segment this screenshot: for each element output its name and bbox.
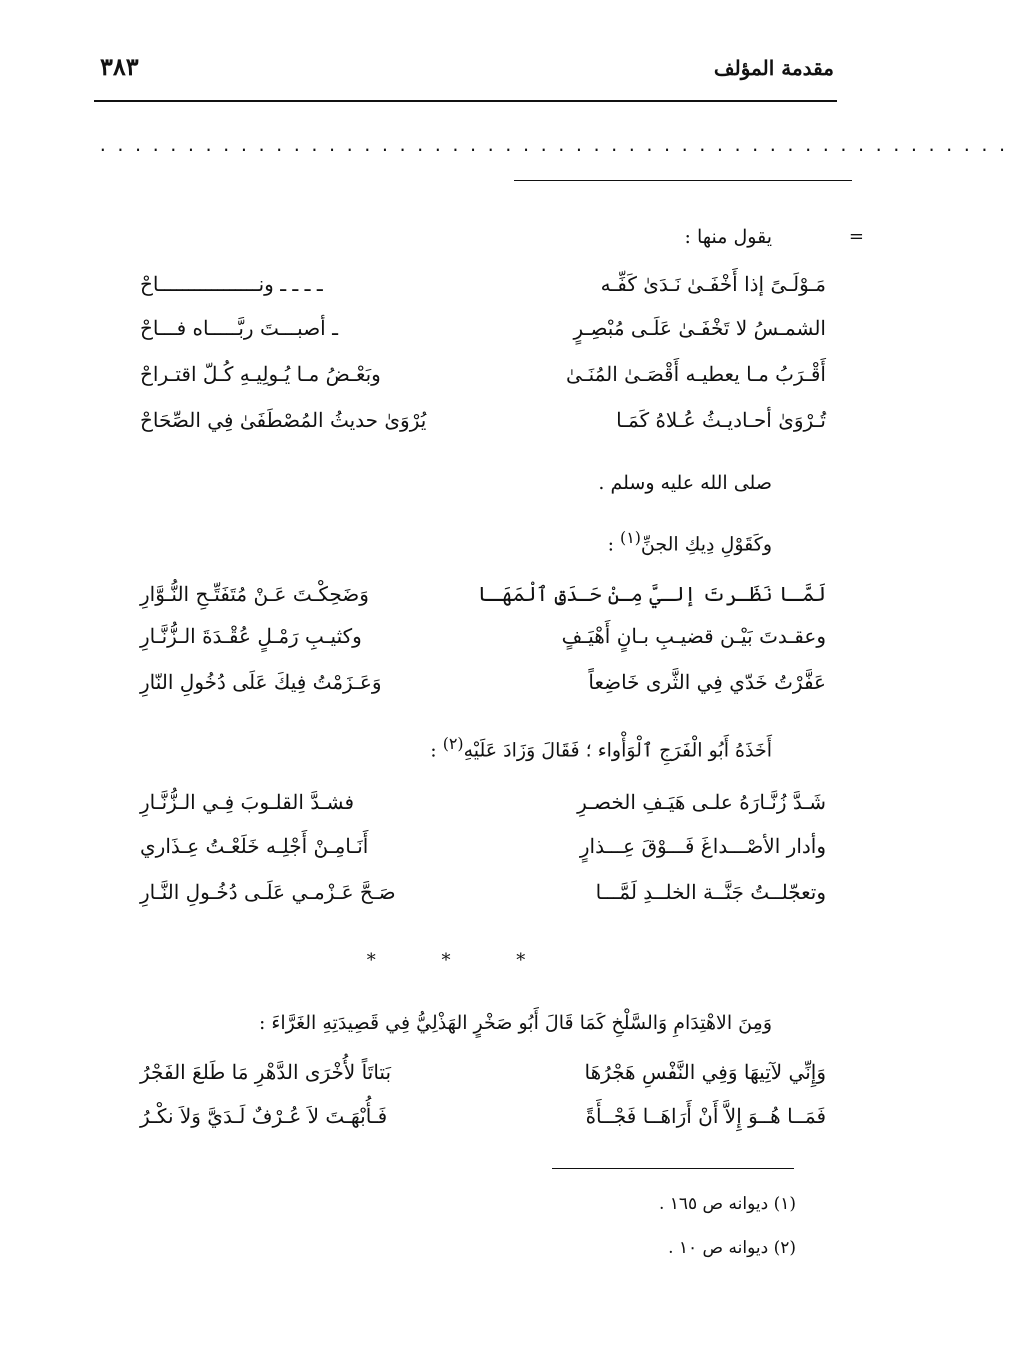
verse-first-hemistich: وَإِنِّي لآتِيهَا وَفِي النَّفْسِ هَجْرُهَا <box>584 1060 826 1084</box>
verse-line <box>140 362 826 406</box>
intro-text-4: وَمِنَ الاهْتِدَامِ وَالسَّلْخِ كَمَا قَالَ أَبُو صَخْرٍ الهَذْلِيُّ فِي قَصِيدَتِهِ الغَرَّاءَ : <box>258 1012 772 1034</box>
verse-line <box>140 880 826 924</box>
verse-line <box>140 670 826 714</box>
verse-line <box>140 582 826 626</box>
verse-second-hemistich: فشـدَّ القلـوبَ فِـي الـزُّنَّـارِ <box>140 790 355 814</box>
intro-text-2 <box>608 528 772 555</box>
continuation-rule <box>514 180 852 181</box>
verse-first-hemistich: فَمَــا هُــوَ إِلاَّ أَنْ أَرَاهَــا فَجْــأَةً <box>585 1104 826 1128</box>
verse-line <box>140 834 826 878</box>
verse-second-hemistich: ـ أصبـــتَ ربَّـــــاه فـــاحْ <box>140 316 338 340</box>
page-number: ٣٨٣ <box>100 52 139 81</box>
verse-second-hemistich: يُرْوَىٰ حديثُ المُصْطَفَىٰ فِي الصِّحَاحْ <box>140 408 427 432</box>
blessing-text: صلى الله عليه وسلم . <box>598 472 772 494</box>
verse-line <box>140 624 826 668</box>
footnote-ref-2: (٢) <box>442 734 464 753</box>
verse-line <box>140 1104 826 1148</box>
header-rule <box>94 100 837 102</box>
footnote-1: (١) ديوانه ص ١٦٥ . <box>658 1194 796 1214</box>
intro-text-2-body: وكَقَوْلِ دِيكِ الجنِّ <box>640 533 772 556</box>
footnote-2: (٢) ديوانه ص ١٠ . <box>668 1238 796 1258</box>
verse-first-hemistich: أَقْـرَبُ مـا يعطيـه أَقْصَـىٰ المُنَـىٰ <box>566 362 826 386</box>
footnote-rule <box>552 1168 794 1169</box>
ellipsis-line: .................................................... <box>98 136 1015 155</box>
verse-line <box>140 408 826 452</box>
verse-line <box>140 1060 826 1104</box>
verse-second-hemistich: وَعَـزَمْتُ فِيكَ عَلَى دُخُولِ النّارِ <box>140 670 382 694</box>
intro-text-2-tail: : <box>607 533 621 556</box>
verse-first-hemistich: وأدار الأصْـــداغَ فَـــوْقَ عِـــذارٍ <box>579 834 826 858</box>
verse-first-hemistich: تُـرْوَىٰ أحـاديـثُ عُـلاهُ كَمَـا <box>616 408 826 432</box>
intro-text-3 <box>430 734 772 761</box>
intro-text-1: يقول منها : <box>684 226 772 248</box>
verse-second-hemistich: وبَعْـضُ مـا يُـولِيـهِ كُـلّ اقتـراحْ <box>140 362 381 386</box>
verse-line <box>140 790 826 834</box>
verse-second-hemistich: أَنَـامِـنْ أَجْلِـه خَلَعْـتُ عِـذَاري <box>140 834 369 858</box>
verse-first-hemistich: شَـدَّ زُنَّـارَهُ علـى هَيَـفِ الخصـرِ <box>577 790 826 814</box>
footnote-ref-1: (١) <box>620 528 641 547</box>
running-header-title: مقدمة المؤلف <box>713 56 834 80</box>
verse-first-hemistich: مَـوْلَـىً إذا أَخْفَـىٰ نَـدَىٰ كَفِّـه <box>600 272 826 296</box>
continuation-mark: = <box>848 226 864 247</box>
verse-line <box>140 316 826 360</box>
verse-line <box>140 272 826 316</box>
intro-text-3-tail: : <box>430 739 443 762</box>
intro-text-3-body: أَخَذَهُ أَبُو الْفَرَجِ ٱلْوَأْواء ؛ فَقَالَ وَزَادَ عَلَيْهِ <box>463 739 772 762</box>
section-separator: * * * <box>366 950 556 971</box>
verse-first-hemistich: لَمَّـا نَظَـرتَ إلـيَّ مِـنْ حَـدَقِ ٱلْمَهَـا <box>477 582 826 606</box>
verse-first-hemistich: وعقـدتَ بَيْـن قضيـبِ بـانٍ أَهْيَـفٍ <box>561 624 826 648</box>
verse-second-hemistich: بَتاتَاً لأُخْرَى الدَّهْرِ مَا طَلعَ الفَجْرُ <box>140 1060 392 1084</box>
verse-second-hemistich: وكثيـبِ رَمْـلٍ عُقْـدَةَ الـزُّنَّـارِ <box>140 624 362 648</box>
verse-first-hemistich: وتعجّلــتُ جَنَّــة الخلــدِ لَمَّـــا <box>595 880 826 904</box>
verse-second-hemistich: وَضَحِكْـتَ عَـنْ مُتَفَتِّـحِ النُّـوَّارِ <box>140 582 369 606</box>
verse-second-hemistich: ـ ـ ـ ـ ونـــــــــــــــــاحْ <box>140 272 323 296</box>
verse-first-hemistich: الشمـسُ لا تَخْفَـىٰ عَلَـى مُبْصِـرٍ <box>573 316 826 340</box>
verse-first-hemistich: عَفَّرْتُ خَدّي فِي الثَّرى خَاضِعاً <box>588 670 826 694</box>
verse-second-hemistich: فَـأُبْهَـتَ لاَ عُـرْفٌ لَـدَيَّ وَلاَ نكْـرُ <box>140 1104 388 1128</box>
verse-second-hemistich: صَـحَّ عَـزْمـي عَلَـى دُخُـولِ النَّـارِ <box>140 880 396 904</box>
